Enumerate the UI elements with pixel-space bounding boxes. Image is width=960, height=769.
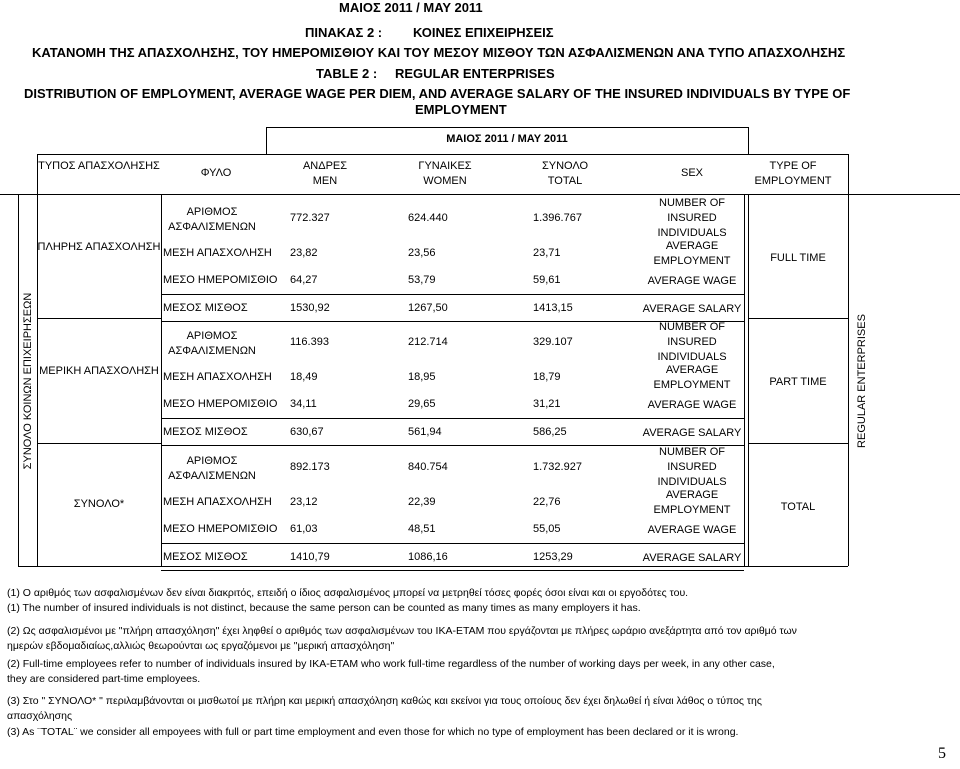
row-line — [161, 570, 744, 571]
value-total-employment: 18,79 — [533, 371, 561, 383]
value-total-insured: 1.396.767 — [533, 212, 582, 224]
row-label-en-insured: NUMBER OF INSURED INDIVIDUALS — [657, 321, 727, 363]
row-label-en-salary: AVERAGE SALARY — [642, 303, 742, 315]
period-header: ΜΑΙΟΣ 2011 / MAY 2011 — [446, 133, 568, 145]
type-label-gr: ΣΥΝΟΛΟ* — [73, 498, 125, 510]
title-en: DISTRIBUTION OF EMPLOYMENT, AVERAGE WAGE PER DIEM, AND AVERAGE SALARY OF THE INSURED INDIVIDUALS BY TYPE OF — [24, 86, 851, 101]
note-1-en: (1) The number of insured individuals is not distinct, because the same person can be counted as many times as many employers it has. — [7, 602, 641, 614]
value-women-wage: 29,65 — [408, 398, 436, 410]
row-label-gr-salary: ΜΕΣΟΣ ΜΙΣΘΟΣ — [163, 551, 248, 563]
col-separator — [744, 318, 745, 443]
value-men-salary: 1410,79 — [290, 551, 330, 563]
value-women-salary: 561,94 — [408, 426, 442, 438]
note-3-gr-b: απασχόλησης — [7, 710, 73, 722]
group-divider-type — [37, 318, 161, 319]
col-separator — [161, 443, 162, 566]
col-type-en: TYPE OF EMPLOYMENT — [754, 160, 832, 187]
value-women-insured: 212.714 — [408, 336, 448, 348]
row-label-en-wage: AVERAGE WAGE — [647, 524, 737, 536]
row-label-gr-salary: ΜΕΣΟΣ ΜΙΣΘΟΣ — [163, 426, 248, 438]
row-label-en-employment: AVERAGE EMPLOYMENT — [653, 489, 731, 516]
value-total-wage: 31,21 — [533, 398, 561, 410]
title-gr: ΚΑΤΑΝΟΜΗ ΤΗΣ ΑΠΑΣΧΟΛΗΣΗΣ, ΤΟΥ ΗΜΕΡΟΜΙΣΘΙΟΥ ΚΑΙ ΤΟΥ ΜΕΣΟΥ ΜΙΣΘΟΥ ΤΩΝ ΑΣΦΑΛΙΣΜΕΝΩΝ ΑΝΑ ΤΥΠΟ ΑΠΑΣΧΟΛΗΣΗΣ — [32, 45, 846, 60]
side-label-gr: ΣΥΝΟΛΟ ΚΟΙΝΩΝ ΕΠΙΧΕΙΡΗΣΕΩΝ — [22, 292, 34, 470]
col-women: ΓΥΝΑΙΚΕΣ WOMEN — [418, 160, 472, 187]
value-women-employment: 22,39 — [408, 496, 436, 508]
value-men-employment: 18,49 — [290, 371, 318, 383]
value-men-salary: 1530,92 — [290, 302, 330, 314]
value-total-insured: 329.107 — [533, 336, 573, 348]
value-men-employment: 23,82 — [290, 247, 318, 259]
row-line — [161, 294, 744, 295]
group-divider-type-en — [748, 443, 848, 444]
note-2-gr-b: ημερών εβδομαδιαίως,αλλιώς θεωρούνται ως εργαζόμενοι με "μερική απασχόληση" — [7, 640, 395, 652]
value-women-employment: 23,56 — [408, 247, 436, 259]
value-women-insured: 624.440 — [408, 212, 448, 224]
col-separator — [748, 443, 749, 566]
type-label-gr: ΠΛΗΡΗΣ ΑΠΑΣΧΟΛΗΣΗ — [37, 241, 161, 253]
row-label-gr-wage: ΜΕΣΟ ΗΜΕΡΟΜΙΣΘΙΟ — [163, 398, 278, 410]
row-label-gr-salary: ΜΕΣΟΣ ΜΙΣΘΟΣ — [163, 302, 248, 314]
row-label-gr-employment: ΜΕΣΗ ΑΠΑΣΧΟΛΗΣΗ — [163, 247, 272, 259]
row-label-gr-insured: ΑΡΙΘΜΟΣ ΑΣΦΑΛΙΣΜΕΝΩΝ — [168, 206, 256, 233]
row-label-gr-insured: ΑΡΙΘΜΟΣ ΑΣΦΑΛΙΣΜΕΝΩΝ — [168, 455, 256, 482]
row-label-en-insured: NUMBER OF INSURED INDIVIDUALS — [657, 197, 727, 239]
value-total-employment: 23,71 — [533, 247, 561, 259]
col-separator — [748, 318, 749, 443]
side-label-en: REGULAR ENTERPRISES — [856, 314, 868, 448]
table-name-en: REGULAR ENTERPRISES — [395, 66, 555, 81]
value-women-employment: 18,95 — [408, 371, 436, 383]
value-total-salary: 1253,29 — [533, 551, 573, 563]
value-total-employment: 22,76 — [533, 496, 561, 508]
table-name-gr: ΚΟΙΝΕΣ ΕΠΙΧΕΙΡΗΣΕΙΣ — [413, 25, 554, 40]
note-3-gr-a: (3) Στο " ΣΥΝΟΛΟ* " περιλαμβάνονται οι μισθωτοί με πλήρη και μερική απασχόληση καθώς και εκείνοι για τους οποίους δεν έχει δηλωθεί ή είναι λάθος ο τύπος της — [7, 695, 762, 707]
value-men-insured: 892.173 — [290, 461, 330, 473]
value-women-salary: 1086,16 — [408, 551, 448, 563]
value-total-salary: 1413,15 — [533, 302, 573, 314]
value-total-insured: 1.732.927 — [533, 461, 582, 473]
row-label-en-insured: NUMBER OF INSURED INDIVIDUALS — [657, 446, 727, 488]
note-2-en-a: (2) Full-time employees refer to number of individuals insured by IKA-ETAM who work full-time regardless of the number of working days per week, in any other case, — [7, 658, 775, 670]
type-label-gr: ΜΕΡΙΚΗ ΑΠΑΣΧΟΛΗΣΗ — [39, 365, 159, 377]
col-type-gr: ΤΥΠΟΣ ΑΠΑΣΧΟΛΗΣΗΣ — [38, 160, 160, 172]
col-men: ΑΝΔΡΕΣ MEN — [302, 160, 348, 187]
note-2-en-b: they are considered part-time employees. — [7, 673, 201, 685]
col-separator — [748, 194, 749, 318]
row-label-gr-wage: ΜΕΣΟ ΗΜΕΡΟΜΙΣΘΙΟ — [163, 523, 278, 535]
title-en-cut: EMPLOYMENT — [415, 104, 507, 114]
group-divider-type-en — [748, 318, 848, 319]
note-2-gr-a: (2) Ως ασφαλισμένοι με "πλήρη απασχόληση" έχει ληφθεί ο αριθμός των ασφαλισμένων του ΙΚΑ-ΕΤΑΜ που εργάζονται με πλήρες ωράριο ανεξάρτητα από τον αριθμό των — [7, 625, 797, 637]
type-label-en: PART TIME — [769, 376, 827, 388]
value-men-wage: 61,03 — [290, 523, 318, 535]
col-separator — [161, 194, 162, 318]
row-label-en-wage: AVERAGE WAGE — [647, 399, 737, 411]
row-label-en-employment: AVERAGE EMPLOYMENT — [653, 240, 731, 267]
value-women-wage: 53,79 — [408, 274, 436, 286]
row-label-en-wage: AVERAGE WAGE — [647, 275, 737, 287]
col-sex-en: SEX — [680, 167, 703, 179]
type-label-en: FULL TIME — [770, 252, 826, 264]
table-number-gr: ΠΙΝΑΚΑΣ 2 : — [305, 25, 383, 40]
value-men-employment: 23,12 — [290, 496, 318, 508]
col-separator — [161, 318, 162, 443]
col-sex-gr: ΦΥΛΟ — [200, 167, 232, 179]
value-men-insured: 116.393 — [290, 336, 329, 348]
type-label-en: TOTAL — [780, 501, 816, 513]
row-line — [161, 418, 744, 419]
row-label-en-salary: AVERAGE SALARY — [642, 427, 742, 439]
row-label-gr-wage: ΜΕΣΟ ΗΜΕΡΟΜΙΣΘΙΟ — [163, 274, 278, 286]
row-label-en-salary: AVERAGE SALARY — [642, 552, 742, 564]
value-women-salary: 1267,50 — [408, 302, 448, 314]
note-1-gr: (1) Ο αριθμός των ασφαλισμένων δεν είναι διακριτός, επειδή ο ίδιος ασφαλισμένος μπορεί να μετρηθεί τόσες φορές όσοι είναι και οι εργοδότες του. — [7, 587, 689, 599]
col-separator — [744, 443, 745, 566]
row-label-gr-employment: ΜΕΣΗ ΑΠΑΣΧΟΛΗΣΗ — [163, 496, 272, 508]
col-separator — [744, 194, 745, 318]
value-total-wage: 59,61 — [533, 274, 561, 286]
value-men-wage: 64,27 — [290, 274, 318, 286]
group-divider-type — [37, 443, 161, 444]
value-women-insured: 840.754 — [408, 461, 448, 473]
row-label-gr-employment: ΜΕΣΗ ΑΠΑΣΧΟΛΗΣΗ — [163, 371, 272, 383]
note-3-en: (3) As ¨TOTAL¨ we consider all empoyees with full or part time employment and even those for which no type of employment has been declared or it is wrong. — [7, 726, 739, 738]
value-total-wage: 55,05 — [533, 523, 561, 535]
title-en-clip — [0, 104, 960, 114]
page-number: 5 — [938, 745, 946, 762]
value-men-salary: 630,67 — [290, 426, 324, 438]
top-date: ΜΑΙΟΣ 2011 / MAY 2011 — [339, 0, 483, 15]
row-line — [161, 543, 744, 544]
row-label-gr-insured: ΑΡΙΘΜΟΣ ΑΣΦΑΛΙΣΜΕΝΩΝ — [168, 330, 256, 357]
value-men-wage: 34,11 — [290, 398, 317, 410]
value-women-wage: 48,51 — [408, 523, 436, 535]
table-number-en: TABLE 2 : — [316, 66, 378, 81]
value-total-salary: 586,25 — [533, 426, 567, 438]
row-label-en-employment: AVERAGE EMPLOYMENT — [653, 364, 731, 391]
value-men-insured: 772.327 — [290, 212, 330, 224]
col-total: ΣΥΝΟΛΟ TOTAL — [541, 160, 589, 187]
